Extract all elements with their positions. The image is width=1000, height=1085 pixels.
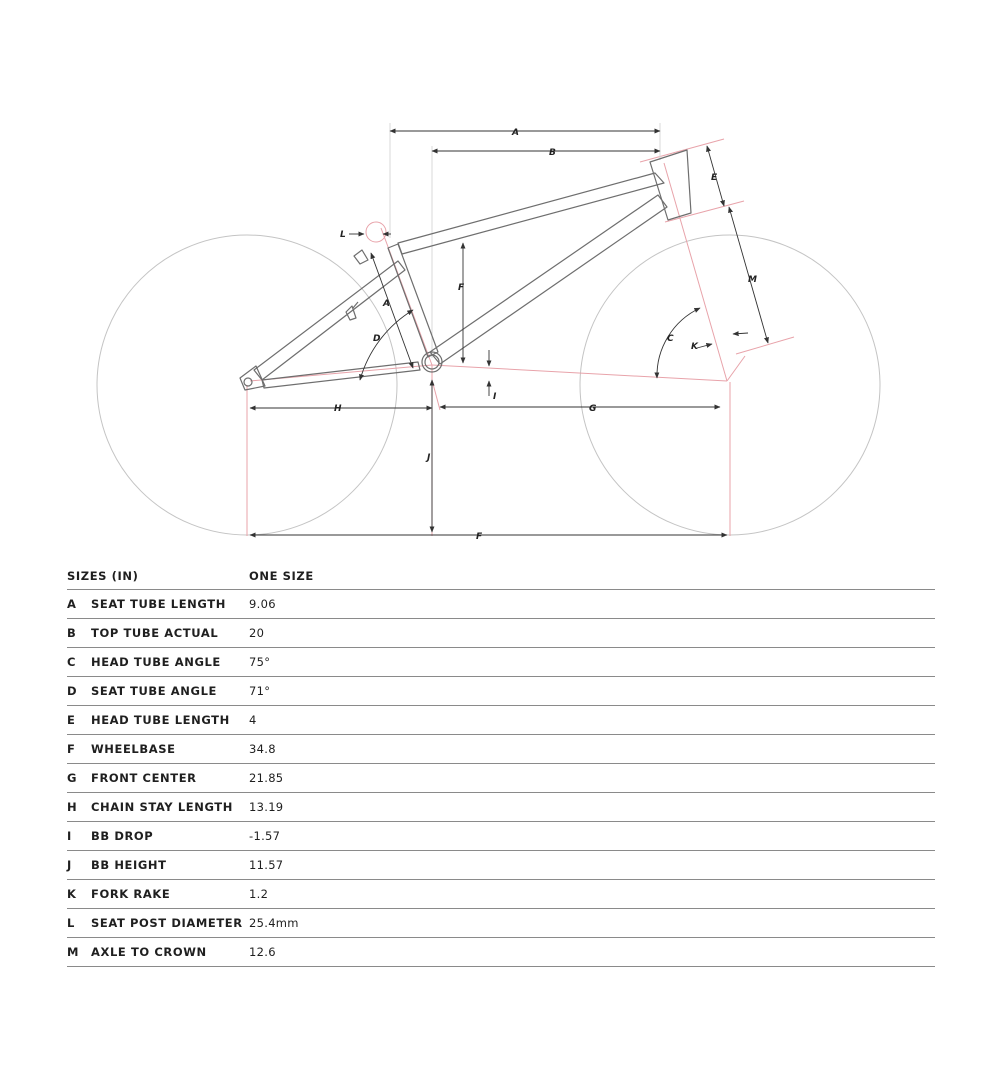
row-name: FORK RAKE: [91, 887, 171, 901]
row-name: BB DROP: [91, 829, 154, 843]
row-letter: H: [67, 800, 78, 814]
label-f-wheelbase: F: [476, 532, 483, 542]
header-sizes-label: SIZES (IN): [67, 569, 139, 583]
table-row: [67, 677, 935, 706]
row-letter: A: [67, 597, 77, 611]
row-name: SEAT TUBE LENGTH: [91, 597, 226, 611]
table-row: [67, 648, 935, 677]
label-i: I: [493, 392, 497, 402]
row-value: 4: [249, 713, 257, 727]
table-row: [67, 851, 935, 880]
table-row: [67, 938, 935, 967]
row-name: CHAIN STAY LENGTH: [91, 800, 233, 814]
row-value: 13.19: [249, 800, 284, 814]
header-one-size: ONE SIZE: [249, 569, 314, 583]
row-name: SEAT TUBE ANGLE: [91, 684, 217, 698]
bike-frame: [240, 150, 691, 390]
label-a-seat: A: [383, 299, 390, 309]
row-value: 1.2: [249, 887, 269, 901]
row-value: 21.85: [249, 771, 284, 785]
row-value: 11.57: [249, 858, 284, 872]
row-letter: D: [67, 684, 78, 698]
row-value: 20: [249, 626, 265, 640]
label-j: J: [427, 453, 431, 463]
table-row: [67, 764, 935, 793]
label-l: L: [340, 230, 346, 240]
row-letter: B: [67, 626, 77, 640]
label-f-vertical: F: [458, 283, 465, 293]
row-letter: G: [67, 771, 78, 785]
row-letter: L: [67, 916, 75, 930]
row-letter: F: [67, 742, 76, 756]
row-value: 71°: [249, 684, 271, 698]
row-name: HEAD TUBE ANGLE: [91, 655, 221, 669]
dimension-arrows: [250, 131, 768, 535]
table-header: [67, 562, 935, 590]
guide-lines: [247, 139, 794, 536]
row-name: FRONT CENTER: [91, 771, 197, 785]
row-value: -1.57: [249, 829, 281, 843]
table-row: [67, 590, 935, 619]
label-h: H: [334, 404, 342, 414]
table-row: [67, 880, 935, 909]
row-name: WHEELBASE: [91, 742, 176, 756]
table-row: [67, 706, 935, 735]
row-value: 12.6: [249, 945, 276, 959]
table-row: [67, 822, 935, 851]
row-name: BB HEIGHT: [91, 858, 167, 872]
row-letter: M: [67, 945, 80, 959]
label-k: K: [691, 342, 698, 352]
row-value: 9.06: [249, 597, 276, 611]
label-b: B: [549, 148, 556, 158]
row-letter: I: [67, 829, 72, 843]
table-row: [67, 793, 935, 822]
row-letter: C: [67, 655, 77, 669]
label-m: M: [748, 275, 757, 285]
label-d: D: [373, 334, 381, 344]
label-a-top: A: [512, 128, 519, 138]
label-e: E: [711, 173, 718, 183]
geometry-table: [67, 562, 935, 967]
table-row: [67, 909, 935, 938]
row-value: 75°: [249, 655, 271, 669]
label-g: G: [589, 404, 597, 414]
row-name: TOP TUBE ACTUAL: [91, 626, 219, 640]
row-value: 34.8: [249, 742, 276, 756]
row-letter: K: [67, 887, 77, 901]
table-body: [67, 590, 935, 967]
row-letter: J: [67, 858, 72, 872]
table-row: [67, 619, 935, 648]
row-letter: E: [67, 713, 76, 727]
label-c: C: [667, 334, 674, 344]
table-row: [67, 735, 935, 764]
row-name: AXLE TO CROWN: [91, 945, 207, 959]
row-name: HEAD TUBE LENGTH: [91, 713, 230, 727]
row-name: SEAT POST DIAMETER: [91, 916, 243, 930]
dimension-labels: [334, 128, 757, 542]
row-value: 25.4mm: [249, 916, 299, 930]
